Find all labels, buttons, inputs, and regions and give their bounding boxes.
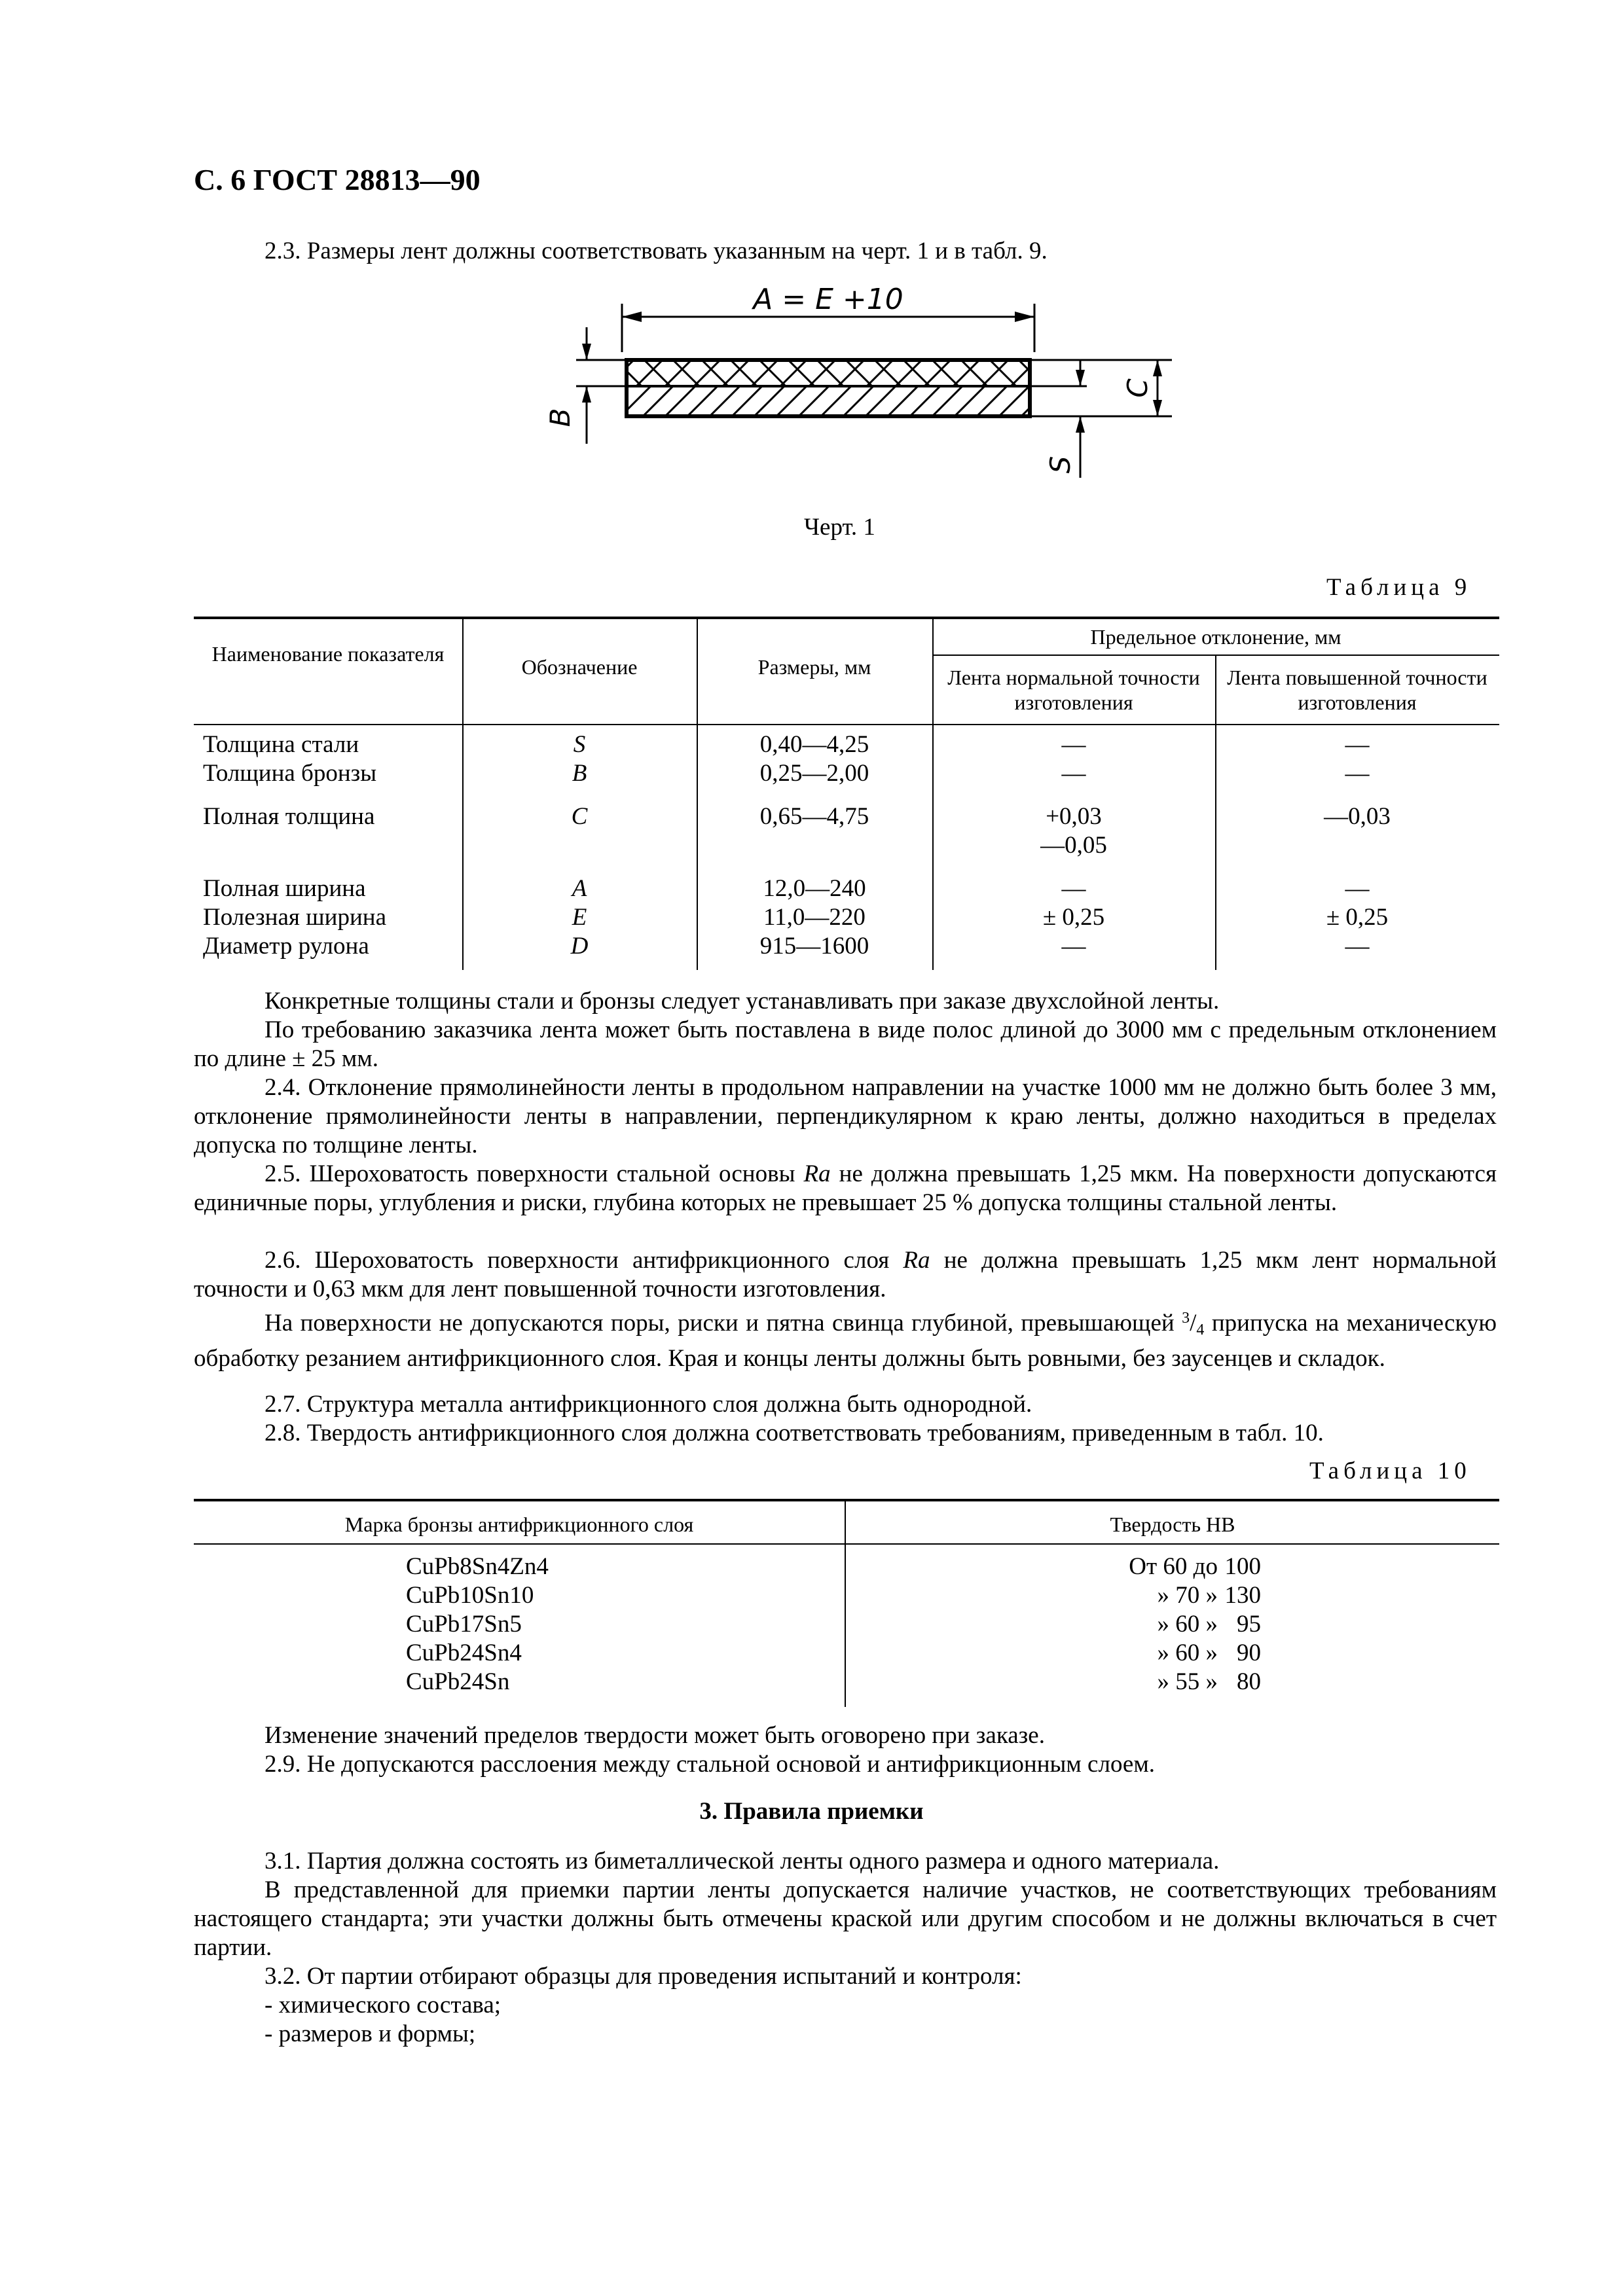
paragraph-3-1: 3.1. Партия должна состоять из биметаллической ленты одного размера и одного материала.: [264, 1848, 1220, 1874]
table10-row-hardness-from: » 60 »: [1157, 1640, 1218, 1666]
table9-row-symbol: A: [572, 875, 587, 902]
paragraph-2-6: 2.6. Шероховатость поверхности антифрикционного слоя Ra не должна превышать 1,25 мкм лент нормальной точности и 0,63 мкм для лент повышенной точности изготовления.: [194, 1247, 1497, 1302]
table10-row-grade: CuPb24Sn4: [406, 1640, 522, 1666]
strip-cross-section-figure: [524, 268, 1178, 491]
paragraph-2-4: 2.4. Отклонение прямолинейности ленты в продольном направлении на участке 1000 мм не должно быть более 3 мм, отклонение прямолинейности ленты в направлении, перпендикулярном к краю ленты, должно находиться в пределах допуска по толщине ленты.: [194, 1074, 1497, 1158]
table9-row-normal-lower: —0,05: [1040, 832, 1107, 859]
table9-row-symbol: E: [572, 904, 587, 931]
table10-caption: Таблица 10: [1309, 1458, 1471, 1484]
table9-row-normal: +0,03: [1046, 803, 1102, 830]
table9-header-normal: Лента нормальной точности изготовления: [947, 666, 1200, 714]
table9-row-name: Полная толщина: [203, 803, 375, 830]
table10-row-hardness-from: От 60 до: [1129, 1553, 1218, 1580]
table9-row-name: Полезная ширина: [203, 904, 386, 931]
table9-row-high: —: [1345, 760, 1370, 787]
list-item: - размеров и формы;: [264, 2020, 476, 2047]
table9-row-size: 915—1600: [759, 933, 869, 960]
table10-row-hardness-from: » 70 »: [1157, 1582, 1218, 1609]
table9-row-symbol: B: [572, 760, 587, 787]
paragraph-hardness-change: Изменение значений пределов твердости может быть оговорено при заказе.: [264, 1722, 1045, 1749]
table10-row-grade: CuPb10Sn10: [406, 1582, 534, 1609]
list-item: - химического состава;: [264, 1992, 501, 2018]
table10-row-hardness-from: » 55 »: [1157, 1668, 1218, 1695]
section-3-title: 3. Правила приемки: [699, 1798, 924, 1825]
table10-header-hardness: Твердость НВ: [1110, 1513, 1235, 1536]
table9-row-symbol: C: [571, 803, 588, 830]
table10-row-hardness-from: » 60 »: [1157, 1611, 1218, 1638]
table9-row-size: 0,25—2,00: [759, 760, 869, 787]
figure-caption: Черт. 1: [804, 514, 875, 541]
table9-row-symbol: S: [573, 731, 586, 758]
paragraph-2-8: 2.8. Твердость антифрикционного слоя должна соответствовать требованиям, приведенным в табл. 10.: [264, 1420, 1324, 1446]
paragraph-2-7: 2.7. Структура металла антифрикционного слоя должна быть однородной.: [264, 1391, 1032, 1418]
paragraph-2-5: 2.5. Шероховатость поверхности стальной основы Ra не должна превышать 1,25 мкм. На поверхности допускаются единичные поры, углубления и риски, глубина которых не превышает 25 % допуска толщины стальной ленты.: [194, 1160, 1497, 1216]
table9-row-normal: —: [1061, 875, 1086, 902]
table9-row-normal: —: [1061, 760, 1086, 787]
dimension-a-label: A = E +10: [753, 283, 903, 316]
table10-row-grade: CuPb17Sn5: [406, 1611, 522, 1638]
table9-row-high: —: [1345, 875, 1370, 902]
table10-row-hardness-to: 80: [1237, 1668, 1261, 1695]
paragraph-2-3: 2.3. Размеры лент должны соответствовать указанным на черт. 1 и в табл. 9.: [264, 238, 1048, 264]
paragraph-3-2: 3.2. От партии отбирают образцы для проведения испытаний и контроля:: [264, 1963, 1022, 1990]
table9-row-name: Толщина бронзы: [203, 760, 377, 787]
dimension-s-label: S: [1044, 456, 1076, 474]
table9-row-size: 11,0—220: [763, 904, 866, 931]
table9-header-symbol: Обозначение: [521, 655, 638, 679]
table10-row-grade: CuPb24Sn: [406, 1668, 510, 1695]
table9-row-high: —: [1345, 731, 1370, 758]
paragraph-acceptance-note: В представленной для приемки партии ленты допускается наличие участков, не соответствующих требованиям настоящего стандарта; эти участки должны быть отмечены краской или другим способом и не должны включаться в счет партии.: [194, 1876, 1497, 1961]
paragraph-thickness-note: Конкретные толщины стали и бронзы следует устанавливать при заказе двухслойной ленты.: [264, 988, 1220, 1014]
table9-row-normal: —: [1061, 933, 1086, 960]
table10-row-hardness-to: 100: [1224, 1553, 1261, 1580]
table9-row-high: —0,03: [1324, 803, 1391, 830]
dimension-b-label: B: [544, 408, 576, 427]
table10-row-grade: CuPb8Sn4Zn4: [406, 1553, 549, 1580]
table9-header-name: Наименование показателя: [211, 642, 445, 666]
dimension-c-label: C: [1122, 378, 1154, 398]
table9-header-size: Размеры, мм: [757, 655, 871, 679]
table9-row-normal: —: [1061, 731, 1086, 758]
table9-row-symbol: D: [570, 933, 589, 960]
table9-header-tolerance: Предельное отклонение, мм: [1090, 625, 1341, 649]
table10-row-hardness-to: 95: [1237, 1611, 1261, 1638]
table9-header-high: Лента повышенной точности изготовления: [1227, 666, 1487, 714]
table9-row-high: —: [1345, 933, 1370, 960]
table10-row-hardness-to: 130: [1224, 1582, 1261, 1609]
table9-caption: Таблица 9: [1326, 574, 1472, 601]
table9-row-high: ± 0,25: [1326, 904, 1389, 931]
paragraph-surface-defects: На поверхности не допускаются поры, риски и пятна свинца глубиной, превышающей $^3/_4$ припуска на механическую обработку резанием антифрикционного слоя. Края и концы ленты должны быть ровными, без заусенцев и складок.: [194, 1310, 1497, 1372]
paragraph-2-9: 2.9. Не допускаются расслоения между стальной основой и антифрикционным слоем.: [264, 1751, 1155, 1778]
paragraph-strip-length: По требованию заказчика лента может быть поставлена в виде полос длиной до 3000 мм с предельным отклонением по длине ± 25 мм.: [194, 1016, 1497, 1072]
table9-row-normal: ± 0,25: [1042, 904, 1105, 931]
table9-row-size: 0,40—4,25: [759, 731, 869, 758]
table9-row-size: 12,0—240: [763, 875, 866, 902]
table9-row-size: 0,65—4,75: [759, 803, 869, 830]
table10-header-grade: Марка бронзы антифрикционного слоя: [344, 1513, 694, 1536]
table10-row-hardness-to: 90: [1237, 1640, 1261, 1666]
page-header: С. 6 ГОСТ 28813—90: [194, 163, 481, 196]
table9-row-name: Диаметр рулона: [203, 933, 369, 960]
table9-row-name: Толщина стали: [203, 731, 359, 758]
table9-row-name: Полная ширина: [203, 875, 366, 902]
